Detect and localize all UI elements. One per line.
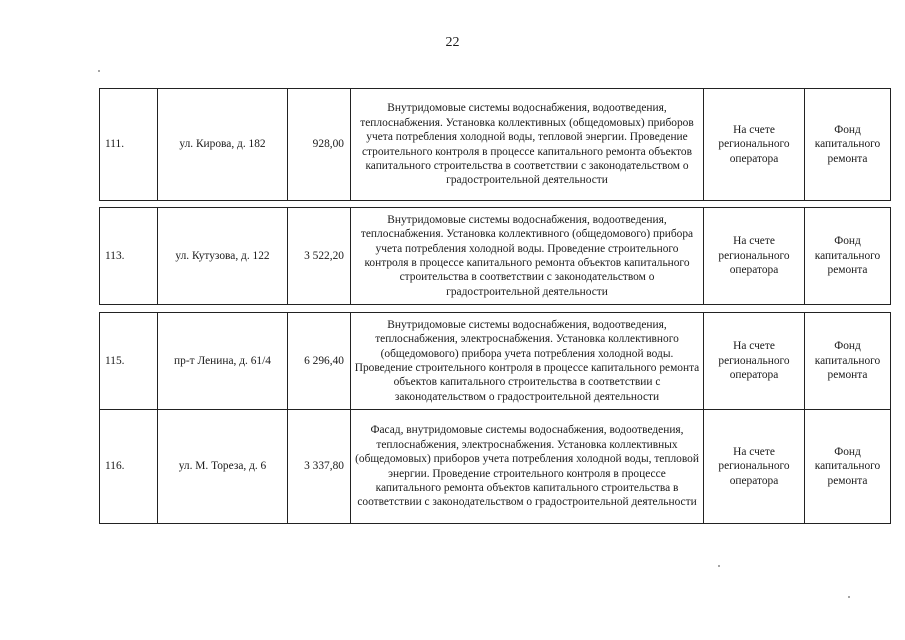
work-description-cell: Фасад, внутридомовые системы водоснабжения, водоотведения, теплоснабжения, электроснабжения. Установка коллективных (общедомовых) приборов учета потребления холодной воды, тепловой энергии. Проведение строительного контроля в процессе капитального ремонта объектов капитального строительства в соответствии с законодательством о градостроительной деятельности: [351, 410, 704, 524]
amount-cell: 928,00: [288, 89, 351, 201]
scan-speck: [98, 70, 100, 72]
row-number: 115.: [100, 313, 158, 410]
table-row: [100, 410, 891, 524]
fund-cell: Фонд капитального ремонта: [805, 313, 891, 410]
account-cell: На счете регионального оператора: [704, 208, 805, 305]
table-row: [100, 89, 891, 201]
amount-cell: 3 337,80: [288, 410, 351, 524]
table-row: [100, 208, 891, 305]
repair-table-section-3: [99, 312, 891, 524]
work-description-cell: Внутридомовые системы водоснабжения, водоотведения, теплоснабжения. Установка коллективных (общедомовых) приборов учета потребления холодной воды, тепловой энергии. Проведение строительного контроля в процессе капитального ремонта объектов капитального строительства в соответствии с законодательством о градостроительной деятельности: [351, 89, 704, 201]
amount-cell: 3 522,20: [288, 208, 351, 305]
repair-table-section-2: [99, 207, 891, 305]
scan-speck: [718, 565, 720, 567]
repair-table-section-1: [99, 88, 891, 201]
work-description-cell: Внутридомовые системы водоснабжения, водоотведения, теплоснабжения, электроснабжения. Установка коллективного (общедомового) прибора учета потребления холодной воды. Проведение строительного контроля в процессе капитального ремонта объектов капитального строительства в соответствии с законодательством о градостроительной деятельности: [351, 313, 704, 410]
page-number: 22: [445, 35, 460, 50]
row-number: 113.: [100, 208, 158, 305]
work-description-cell: Внутридомовые системы водоснабжения, водоотведения, теплоснабжения. Установка коллективного (общедомового) прибора учета потребления холодной воды. Проведение строительного контроля в процессе капитального ремонта объектов капитального строительства в соответствии с законодательством о градостроительной деятельности: [351, 208, 704, 305]
fund-cell: Фонд капитального ремонта: [805, 410, 891, 524]
account-cell: На счете регионального оператора: [704, 89, 805, 201]
address-cell: ул. Кирова, д. 182: [158, 89, 288, 201]
account-cell: На счете регионального оператора: [704, 313, 805, 410]
fund-cell: Фонд капитального ремонта: [805, 89, 891, 201]
scan-speck: [848, 596, 850, 598]
row-number: 111.: [100, 89, 158, 201]
row-number: 116.: [100, 410, 158, 524]
address-cell: ул. М. Тореза, д. 6: [158, 410, 288, 524]
amount-cell: 6 296,40: [288, 313, 351, 410]
fund-cell: Фонд капитального ремонта: [805, 208, 891, 305]
address-cell: ул. Кутузова, д. 122: [158, 208, 288, 305]
table-row: [100, 313, 891, 410]
account-cell: На счете регионального оператора: [704, 410, 805, 524]
address-cell: пр-т Ленина, д. 61/4: [158, 313, 288, 410]
